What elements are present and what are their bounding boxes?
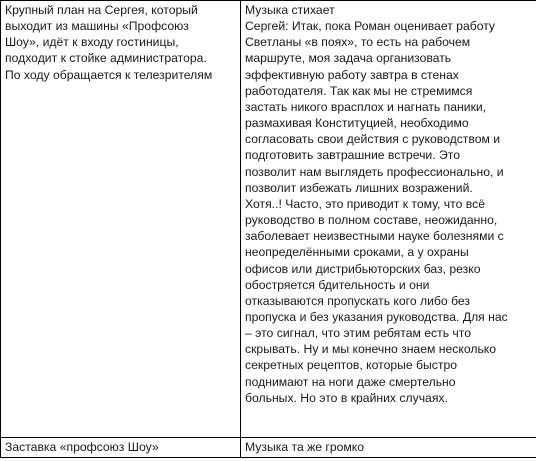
table-row [1,1,536,438]
text-line: позволит нам выглядеть профессионально, и [245,164,504,179]
text-line: согласовать свои действия с руководством и [245,132,501,147]
text-line: маршруте, моя задача организовать [245,51,452,66]
text-line: подходит к стойке администратора. [5,51,207,66]
text-line: неопределёнными сроками, а у охраны [245,245,469,260]
video-description-cell [1,1,241,438]
text-line: застать никого врасплох и нагнать паники, [245,99,487,114]
audio-description-cell [241,1,536,438]
text-line: позволит избежать лишних возражений. [245,180,473,195]
text-line: Хотя..! Часто, это приводит к тому, что всё [245,196,485,211]
text-line: Шоу», идёт к входу гостиницы, [5,35,179,50]
video-description-text [5,2,236,83]
text-line: обостряется бдительность и они [245,277,430,292]
text-line: поднимают на ноги даже смертельно [245,374,456,389]
text-line: выходит из машины «Профсоюз [5,19,189,34]
text-line: размахивая Конституцией, необходимо [245,116,469,131]
text-line: Музыка стихает [245,3,335,17]
text-line: офисов или дистрибьюторских баз, резко [245,261,481,276]
text-line: подготовить завтрашние встречи. Это [245,148,460,163]
text-line: эффективную работу завтра в стенах [245,67,459,82]
text-line: секретных рецептов, которые быстро [245,358,458,373]
text-line: пропуска и без указания руководства. Для нас [245,309,508,324]
text-line: больных. Но это в крайних случаях. [245,390,448,405]
text-line: Сергей: Итак, пока Роман оценивает работу [245,19,496,34]
text-line: скрывать. Ну и мы конечно знаем несколько [245,342,497,357]
text-line: По ходу обращается к телезрителям [5,67,213,82]
text-line: заболевает неизвестными науке болезнями с [245,229,504,244]
text-line: Светланы «в поях», то есть на рабочем [245,35,471,50]
audio-description-text: Музыка та же громко [245,440,365,454]
video-description-text: Заставка «профсоюз Шоу» [5,440,159,454]
text-line: Крупный план на Сергея, который [5,3,198,17]
text-line: отказываются пропускать кого либо без [245,293,471,308]
text-line: руководство в полном составе, неожиданно, [245,213,498,228]
table-row [1,438,536,458]
video-description-cell [1,438,241,458]
audio-description-cell [241,438,536,458]
text-line: работодателя. Так как мы не стремимся [245,83,473,98]
audio-description-text [245,2,532,406]
text-line: – это сигнал, что этим ребятам есть что [245,326,472,341]
